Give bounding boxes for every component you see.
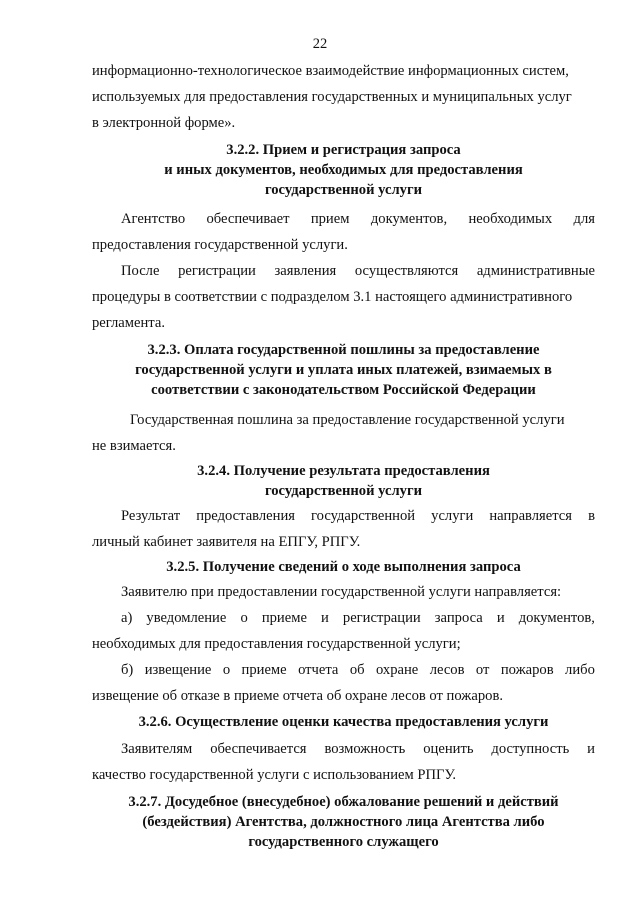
word: предоставления [196,508,295,524]
word: Результат [121,508,181,524]
text-line-spread [92,605,595,631]
word: а) [121,610,133,626]
word: и [496,610,505,626]
page-number: 22 [312,36,328,52]
word: либо [565,662,595,678]
word: б) [121,662,134,678]
word: приеме [261,610,307,626]
word: для [573,211,595,227]
text-line-spread [92,503,595,529]
heading-line: государственной услуги [264,182,423,198]
section-heading-3-2-5: 3.2.5. Получение сведений о ходе выполнения запроса [166,559,521,575]
heading-line: (бездействия) Агентства, должностного лица Агентства либо [142,814,545,830]
heading-line: государственной услуги [264,483,423,499]
word: документов, [370,211,448,227]
text-line: не взимается. [92,438,176,454]
text-line: в электронной форме». [92,115,236,131]
word: направляется [489,508,572,524]
paragraph-after-registration [92,258,595,336]
word: документов, [518,610,595,626]
paragraph-state-duty [92,407,595,459]
word: об [349,662,365,678]
word: осуществляются [354,263,459,279]
text-line: качество государственной услуги с использованием РПГУ. [92,767,457,783]
text-line: Государственная пошлина за предоставление государственной услуги [130,412,565,428]
heading-line: государственного служащего [248,834,439,850]
word: регистрации [178,263,256,279]
heading-line: 3.2.3. Оплата государственной пошлины за предоставление [147,342,540,358]
word: обеспечивает [206,211,290,227]
text-line: информационно-технологическое взаимодействие информационных систем, [92,63,569,79]
word: После [121,263,160,279]
word: пожаров [500,662,554,678]
section-heading-3-2-6: 3.2.6. Осуществление оценки качества предоставления услуги [138,714,549,730]
word: от [475,662,490,678]
word: административные [476,263,595,279]
word: о [222,662,231,678]
text-line: личный кабинет заявителя на ЕПГУ, РПГУ. [92,534,361,550]
word: обеспечивается [210,741,307,757]
word: государственной [311,508,416,524]
heading-line: государственной услуги и уплата иных платежей, взимаемых в [135,362,552,378]
word: возможность [324,741,406,757]
word: и [587,741,595,757]
heading-line: соответствии с законодательством Российской Федерации [151,382,536,398]
word: услуги [431,508,474,524]
word: доступность [491,741,570,757]
word: и [321,610,329,626]
word: регистрации [342,610,421,626]
section-heading-3-2-2 [92,140,595,200]
heading-line: 3.2.4. Получение результата предоставления [197,463,490,479]
section-heading-3-2-7 [92,792,595,852]
text-line: Заявителю при предоставлении государственной услуги направляется: [121,584,562,600]
word: Агентство [121,211,186,227]
list-item-b [92,657,595,709]
word: уведомление [146,610,227,626]
heading-line: 3.2.7. Досудебное (внесудебное) обжалование решений и действий [128,794,559,810]
text-line-spread [92,258,595,284]
paragraph-agency-accepts [92,206,595,258]
paragraph-continuation [92,58,595,136]
text-line-spread [92,657,595,683]
word: Заявителям [121,741,193,757]
word: охране [375,662,419,678]
word: приеме [241,662,287,678]
word: запроса [434,610,483,626]
word: лесов [429,662,465,678]
text-line: предоставления государственной услуги. [92,237,348,253]
word: необходимых [468,211,553,227]
text-line: используемых для предоставления государственных и муниципальных услуг [92,89,572,105]
paragraph-applicant-notified [92,579,595,605]
text-line: извещение об отказе в приеме отчета об охране лесов от пожаров. [92,688,503,704]
word: отчета [298,662,339,678]
text-line-spread [92,736,595,762]
word: извещение [144,662,212,678]
text-line: регламента. [92,315,165,331]
heading-line: 3.2.2. Прием и регистрация запроса [226,142,461,158]
paragraph-quality-assessment [92,736,595,788]
heading-line: и иных документов, необходимых для предоставления [164,162,523,178]
word: о [240,610,248,626]
paragraph-result [92,503,595,555]
text-line-spread [92,206,595,232]
word: заявления [274,263,337,279]
word: оценить [423,741,474,757]
text-line: процедуры в соответствии с подразделом 3.1 настоящего административного [92,289,573,305]
section-heading-3-2-3 [92,340,595,400]
word: в [588,508,595,524]
list-item-a [92,605,595,657]
section-heading-3-2-4 [92,461,595,501]
text-line: необходимых для предоставления государственной услуги; [92,636,461,652]
word: прием [310,211,350,227]
